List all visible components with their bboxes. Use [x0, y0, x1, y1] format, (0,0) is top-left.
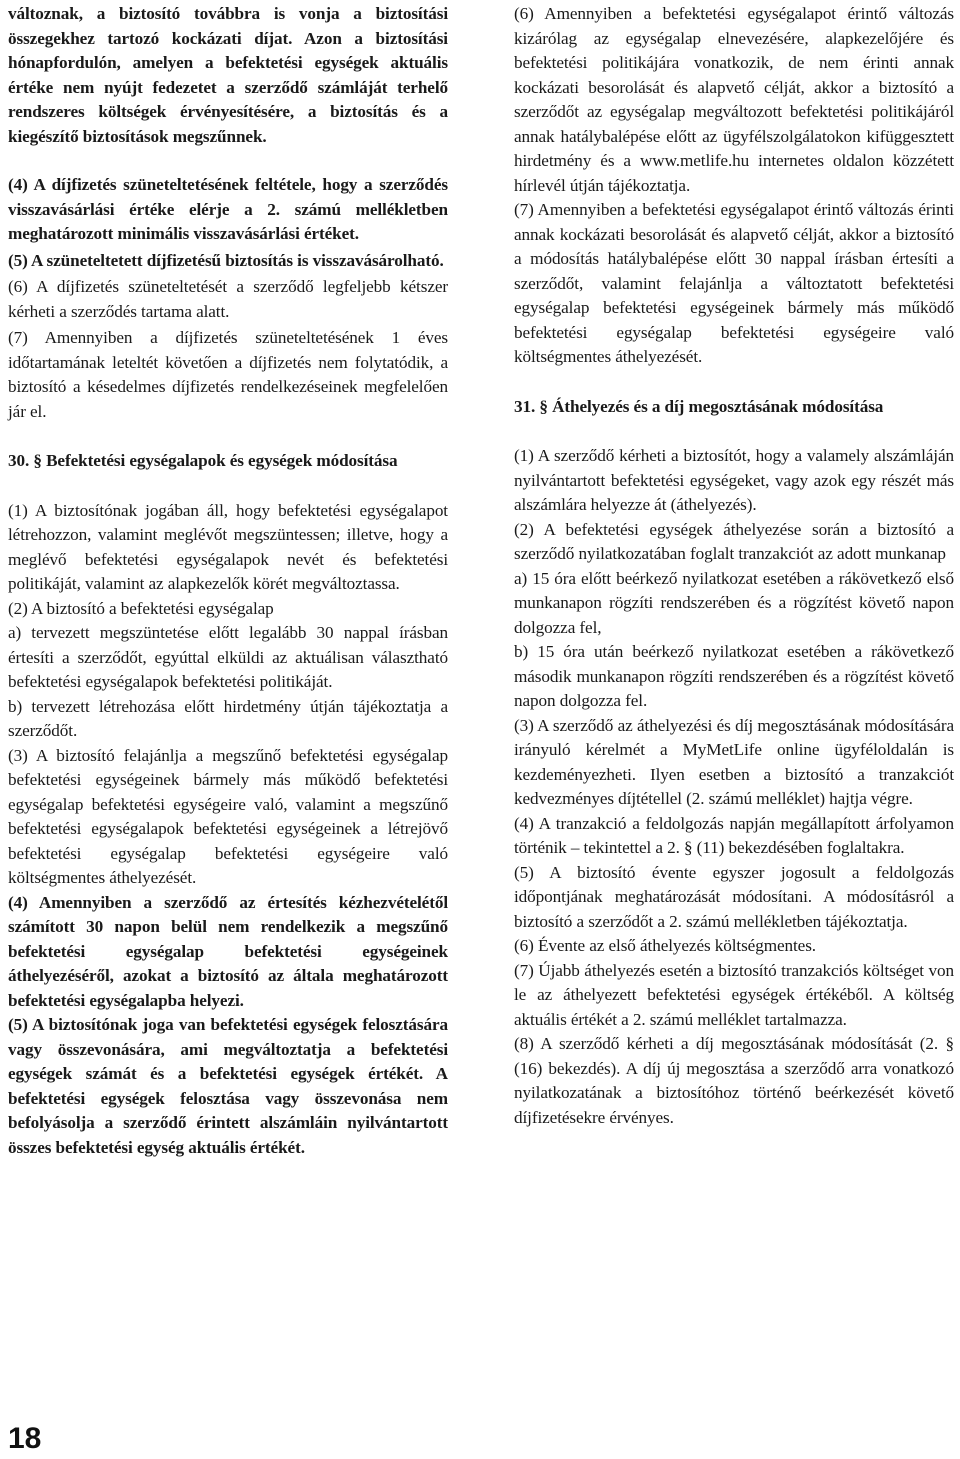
paragraph-2-transfer-processing: (2) A befektetési egységek áthelyezése során a biztosító a szerződő nyilatkozatában foglalt tranzakciót az adott munkanap — [514, 519, 954, 563]
paragraph-1-transfer-request: (1) A szerződő kérheti a biztosítót, hogy a valamely alszámláján nyilvántartott befektetési egységeket, vagy azok egy részét más alszámlára helyezze át (áthelyezés). — [514, 446, 954, 514]
paragraph-6-suspension-limit: (6) A díjfizetés szüneteltetését a szerződő legfeljebb kétszer kérheti a szerződés tartama alatt. — [8, 277, 448, 321]
paragraph-7-fund-risk-change: (7) Amennyiben a befektetési egységalapot érintő változás érinti annak kockázati besorolását és alapvető célját, akkor a biztosító a módosítás hatálybalépése előtt 30 nappal írásban értesíti a szerződőt, valamint felajánlja a változtatott befektetési egységalap befektetési egységeinek bármely más működő befektetési egységalap befektetési egységeire való költségmentes áthelyezését. — [514, 200, 954, 366]
item-b-creation: b) tervezett létrehozása előtt hirdetmény útján tájékoztatja a szerződőt. — [8, 696, 448, 740]
paragraph-8-premium-split: (8) A szerződő kérheti a díj megosztásának módosítását (2. § (16) bekezdés). A díj új megosztása a szerződő arra vonatkozó nyilatkozatának a biztosítóhoz történő beérkezését követő díjfizetésekre érvényes. — [514, 1034, 954, 1127]
paragraph-2-fund-notice: (2) A biztosító a befektetési egységalap — [8, 598, 274, 618]
paragraph-3-online-request: (3) A szerződő az áthelyezési és díj megosztásának módosítására irányuló kérelmét a MyMetLife online ügyféloldalán is kezdeményezheti. Ilyen esetben a biztosító a tranzakciót kedvezményes díjtétellel (2. számú melléklet) hajtja végre. — [514, 715, 954, 808]
paragraph-4-exchange-rate: (4) A tranzakció a feldolgozás napján megállapított árfolyamon történik – tekintettel a 2. § (11) bekezdésében foglaltakra. — [514, 813, 954, 857]
paragraph-4-default-transfer: (4) Amennyiben a szerződő az értesítés kézhezvételétől számított 30 napon belül nem rendelkezik a megszűnő befektetési egységalap befektetési egységeinek áthelyezéséről, azokat a biztosító az általa meghatározott befektetési egységalapba helyezi. — [8, 892, 448, 1010]
left-column — [8, 2, 448, 1160]
paragraph-1-fund-rights: (1) A biztosítónak jogában áll, hogy befektetési egységalapot létrehozzon, valamint meglévőt megszüntessen; illetve, hogy a meglévő befektetési egységalapok nevét és befektetési politikáját, valamint az alapkezelők körét megváltoztassa. — [8, 500, 448, 593]
item-a-before-15: a) 15 óra előtt beérkező nyilatkozat esetében a rákövetkező első munkanapon rögzíti rendszerében és a rögzítést követő napon dolgozza fel, — [514, 568, 954, 637]
paragraph-continuation: változnak, a biztosító továbbra is vonja a biztosítási összegekhez tartozó kockázati díjat. Azon a biztosítási hónapfordulón, amelyen a befektetési egységek aktuális értéke nem nyújt fedezetet a szerződő számláját terhelő rendszeres költségek érvényesítésére, a biztosítás és a kiegészítő biztosítások megszűnnek. — [8, 4, 448, 146]
item-a-termination: a) tervezett megszüntetése előtt legalább 30 nappal írásban értesíti a szerződőt, egyúttal elküldi az aktuálisan választható befektetési egységalapok befektetési politikáját. — [8, 623, 448, 691]
paragraph-7-transfer-cost: (7) Újabb áthelyezés esetén a biztosító tranzakciós költséget von le az áthelyezett befektetési egységek értékéből. A költség aktuális értékét a 2. számú melléklet tartalmazza. — [514, 960, 954, 1029]
section-30-heading: 30. § Befektetési egységalapok és egységek módosítása — [8, 451, 398, 470]
paragraph-5-surrender: (5) A szüneteltetett díjfizetésű biztosítás is visszavásárolható. — [8, 250, 444, 270]
paragraph-5-unit-split: (5) A biztosítónak joga van befektetési egységek felosztására vagy összevonására, ami megváltoztatja a befektetési egységek számát és a befektetési egységek értékét. A befektetési egységek felosztása vagy összevonása nem befolyásolja a szerződő érintett alszámláin nyilvántartott összes befektetési egység aktuális értékét. — [8, 1015, 448, 1157]
page-number: 18 — [8, 1422, 42, 1455]
paragraph-6-free-transfer: (6) Évente az első áthelyezés költségmentes. — [514, 936, 816, 955]
paragraph-5-processing-change: (5) A biztosító évente egyszer jogosult a feldolgozás időpontjának meghatározását módosítani. A módosításról a biztosító a szerződőt a 2. számú mellékletben tájékoztatja. — [514, 862, 954, 931]
paragraph-7-suspension-end: (7) Amennyiben a díjfizetés szüneteltetésének 1 éves időtartamának leteltét követően a díjfizetés nem folytatódik, a biztosító a késedelmes díjfizetés rendelkezéseinek megfelelően jár el. — [8, 328, 448, 421]
paragraph-4-suspension-condition: (4) A díjfizetés szüneteltetésének feltétele, hogy a szerződés visszavásárlási értéke elérje a 2. számú mellékletben meghatározott minimális visszavásárlási értéket. — [8, 175, 448, 243]
section-31-heading: 31. § Áthelyezés és a díj megosztásának módosítása — [514, 396, 884, 416]
item-b-after-15: b) 15 óra után beérkező nyilatkozat esetében a rákövetkező második munkanapon rögzíti rendszerében és a rögzítést követő napon dolgozza fel. — [514, 642, 954, 710]
right-column — [514, 2, 954, 1130]
paragraph-3-transfer-offer: (3) A biztosító felajánlja a megszűnő befektetési egységalap befektetési egységeinek bármely más működő befektetési egységalap befektetési egységeire való, valamint a megszűnő befektetési egységalapok befektetési egységeinek a létrejövő befektetési egységalap befektetési egységeire való költségmentes áthelyezését. — [8, 745, 448, 887]
paragraph-6-fund-change: (6) Amennyiben a befektetési egységalapot érintő változás kizárólag az egységalap elnevezésére, alapkezelőjére és befektetési politikájára vonatkozik, de nem érinti annak kockázati besorolását és alapvető célját, akkor a biztosító a szerződőt az egységalap megváltozott befektetési politikájáról annak hatálybalépése előtt az ügyfélszolgálatokon kifüggesztett hirdetmény és a www.metlife.hu internetes oldalon közzétett hírlevél útján tájékoztatja. — [514, 4, 954, 195]
